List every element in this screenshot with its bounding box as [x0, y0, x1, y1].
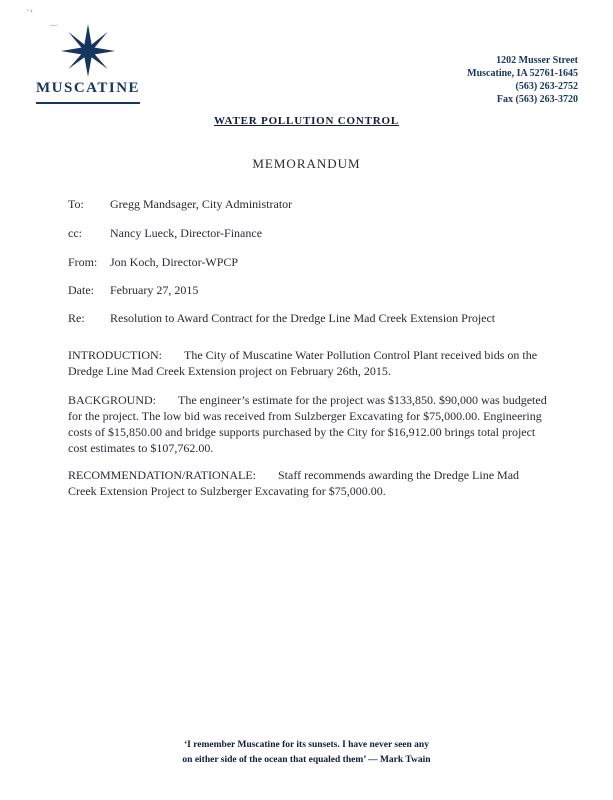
field-label: Date:: [68, 283, 94, 297]
paragraph-introduction: [68, 347, 548, 379]
department-title: WATER POLLUTION CONTROL: [213, 115, 400, 127]
field-row-date: [68, 283, 568, 298]
footer-quote-line2: on either side of the ocean that equaled them’ — Mark Twain: [182, 755, 431, 765]
footer-quote-line1: ‘I remember Muscatine for its sunsets. I have never seen any: [184, 740, 429, 750]
field-label: cc:: [68, 226, 82, 240]
field-row-cc: [68, 226, 568, 241]
address-line: (563) 263-2752: [515, 81, 578, 92]
scan-artifact: `’: [26, 8, 34, 20]
paragraph-text: The City of Muscatine Water Pollution Control Plant received bids on the Dredge Line Mad Creek Extension project on February 26th, 2015.: [68, 348, 538, 378]
field-value: February 27, 2015: [110, 283, 199, 297]
paragraph-text: Staff recommends awarding the Dredge Line Mad Creek Extension Project to Sulzberger Excavating for $75,000.00.: [68, 468, 520, 498]
field-value: Resolution to Award Contract for the Dredge Line Mad Creek Extension Project: [110, 311, 496, 325]
paragraph-background: [68, 392, 548, 456]
address-line: Muscatine, IA 52761-1645: [467, 68, 578, 79]
footer-quote: [0, 738, 613, 768]
paragraph-text: The engineer’s estimate for the project was $133,850. $90,000 was budgeted for the project. The low bid was received from Sulzberger Excavating for $75,000.00. Engineering costs of $15,850.00 and bridge supports purchased by the City for $16,912.00 brings total project cost estimates to $107,762.00.: [68, 393, 547, 455]
field-row-re: [68, 311, 568, 326]
city-logo: [36, 24, 140, 104]
field-label: From:: [68, 255, 98, 269]
field-row-to: [68, 197, 568, 212]
field-label: To:: [68, 197, 84, 211]
scan-artifact: ‿: [50, 16, 58, 26]
logo-wordmark: MUSCATINE: [36, 80, 141, 96]
address-block: [467, 54, 578, 106]
field-label: Re:: [68, 311, 85, 325]
paragraph-heading: INTRODUCTION:: [68, 348, 162, 362]
paragraph-heading: RECOMMENDATION/RATIONALE:: [68, 468, 256, 482]
field-value: Nancy Lueck, Director-Finance: [110, 226, 263, 240]
field-row-from: [68, 255, 568, 270]
address-line: 1202 Musser Street: [496, 55, 578, 66]
paragraph-recommendation: [68, 467, 548, 499]
paragraph-heading: BACKGROUND:: [68, 393, 157, 407]
memo-title: MEMORANDUM: [252, 156, 361, 171]
compass-star-icon: [59, 24, 117, 78]
address-line: Fax (563) 263-3720: [496, 94, 578, 105]
field-value: Jon Koch, Director-WPCP: [110, 255, 239, 269]
field-value: Gregg Mandsager, City Administrator: [110, 197, 293, 211]
